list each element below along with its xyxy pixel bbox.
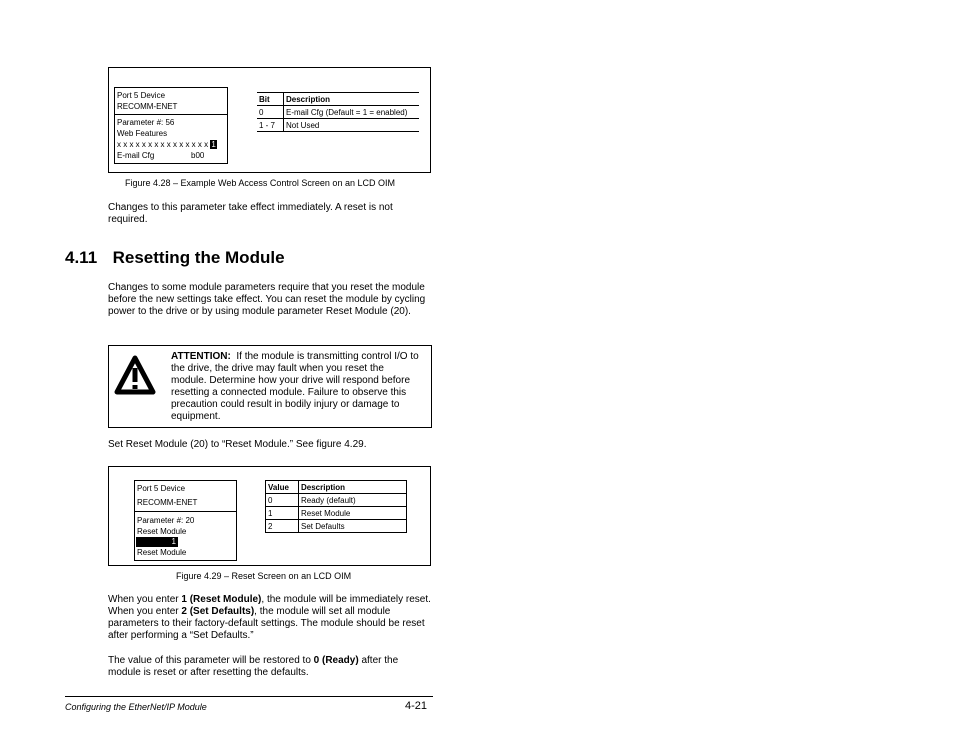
lcd-line-parameter: Parameter #: 56 xyxy=(117,118,175,127)
table-row xyxy=(266,507,407,520)
attention-message: If the module is transmitting control I/O to the drive, the drive may fault when you reset the module. Determine how your drive will respond before resetting a connected module. Failure to observe this precaution could result in bodily injury or damage to equipment. xyxy=(171,351,419,422)
footer-title: Configuring the EtherNet/IP Module xyxy=(65,702,207,712)
table-row xyxy=(266,520,407,533)
paragraph-reset-values xyxy=(108,594,433,642)
paragraph-restored-value xyxy=(108,655,433,679)
text-bold: 2 (Set Defaults) xyxy=(181,606,255,617)
value-description-table xyxy=(265,480,407,533)
text-bold: 1 (Reset Module) xyxy=(181,594,262,605)
page-number: 4-21 xyxy=(405,700,428,712)
warning-icon xyxy=(114,355,156,395)
figure-4-28-caption: Figure 4.28 – Example Web Access Control Screen on an LCD OIM xyxy=(125,178,395,188)
figure-4-29-caption: Figure 4.29 – Reset Screen on an LCD OIM xyxy=(176,571,352,581)
section-heading xyxy=(65,248,285,268)
lcd-line-param-name: Web Features xyxy=(117,129,168,138)
lcd-value-bar xyxy=(136,537,178,547)
lcd-bit-label: E-mail Cfg xyxy=(117,151,155,160)
paragraph-reset-intro: Changes to some module parameters require that you reset the module before the new settings take effect. You can reset the module by cycling power to the drive or by using module parameter Reset Module (20). xyxy=(108,282,426,317)
bit-description-table xyxy=(257,92,419,132)
table-row xyxy=(257,106,419,119)
table-header-value: Value xyxy=(266,481,299,494)
text-run: The value of this parameter will be restored to xyxy=(108,655,314,666)
lcd-bit-values: x x x x x x x x x x x x x x x xyxy=(117,140,209,149)
lcd-line-port: Port 5 Device xyxy=(117,91,166,100)
lcd-line-device: RECOMM-ENET xyxy=(137,498,198,507)
lcd-divider xyxy=(135,511,236,512)
lcd-line-bit-name xyxy=(115,150,227,161)
text-run: , the module will set all module parameters to their factory-default settings. The module should be reset after performing a “Set Defaults.” xyxy=(108,606,425,641)
table-cell: Set Defaults xyxy=(301,521,345,531)
lcd-line-value-name: Reset Module xyxy=(137,548,187,557)
table-cell: 2 xyxy=(266,520,299,533)
attention-box xyxy=(108,345,432,428)
text-run: after the module is reset or after resetting the defaults. xyxy=(108,655,399,678)
table-header-description: Description xyxy=(286,94,331,104)
table-cell: 0 xyxy=(266,494,299,507)
text-bold: 0 (Ready) xyxy=(313,655,359,666)
lcd-line-port: Port 5 Device xyxy=(137,484,186,493)
lcd-line-parameter: Parameter #: 20 xyxy=(137,516,195,525)
lcd-value: 1 xyxy=(171,537,176,546)
lcd-line-param-name: Reset Module xyxy=(137,527,187,536)
table-cell: 1 xyxy=(266,507,299,520)
table-cell: E-mail Cfg (Default = 1 = enabled) xyxy=(286,107,408,117)
table-cell: Ready (default) xyxy=(301,495,356,505)
lcd-divider xyxy=(115,114,227,115)
attention-text xyxy=(171,351,421,423)
lcd-line-bits xyxy=(115,139,227,150)
table-cell: 1 - 7 xyxy=(257,119,284,132)
attention-label: ATTENTION: xyxy=(171,351,231,362)
lcd-bit-code: b00 xyxy=(191,151,205,160)
paragraph-set-reset-module: Set Reset Module (20) to “Reset Module.” See figure 4.29. xyxy=(108,439,367,450)
table-header-bit: Bit xyxy=(257,93,284,106)
lcd-line-device: RECOMM-ENET xyxy=(117,102,178,111)
table-row xyxy=(257,119,419,132)
footer-rule xyxy=(65,696,433,697)
section-number: 4.11 xyxy=(65,248,98,267)
table-cell: Reset Module xyxy=(301,508,351,518)
table-header-description: Description xyxy=(301,482,346,492)
table-row xyxy=(266,494,407,507)
lcd-screen-reset-module xyxy=(134,480,237,561)
table-cell: 0 xyxy=(257,106,284,119)
lcd-bit-selected: 1 xyxy=(211,140,216,149)
paragraph-reset-not-required: Changes to this parameter take effect immediately. A reset is not required. xyxy=(108,202,393,225)
text-run: , the module will be immediately reset. When you enter xyxy=(108,594,431,617)
table-cell: Not Used xyxy=(286,120,320,130)
section-title: Resetting the Module xyxy=(112,248,285,267)
text-run: When you enter xyxy=(108,594,182,605)
lcd-screen-web-features xyxy=(114,87,228,164)
